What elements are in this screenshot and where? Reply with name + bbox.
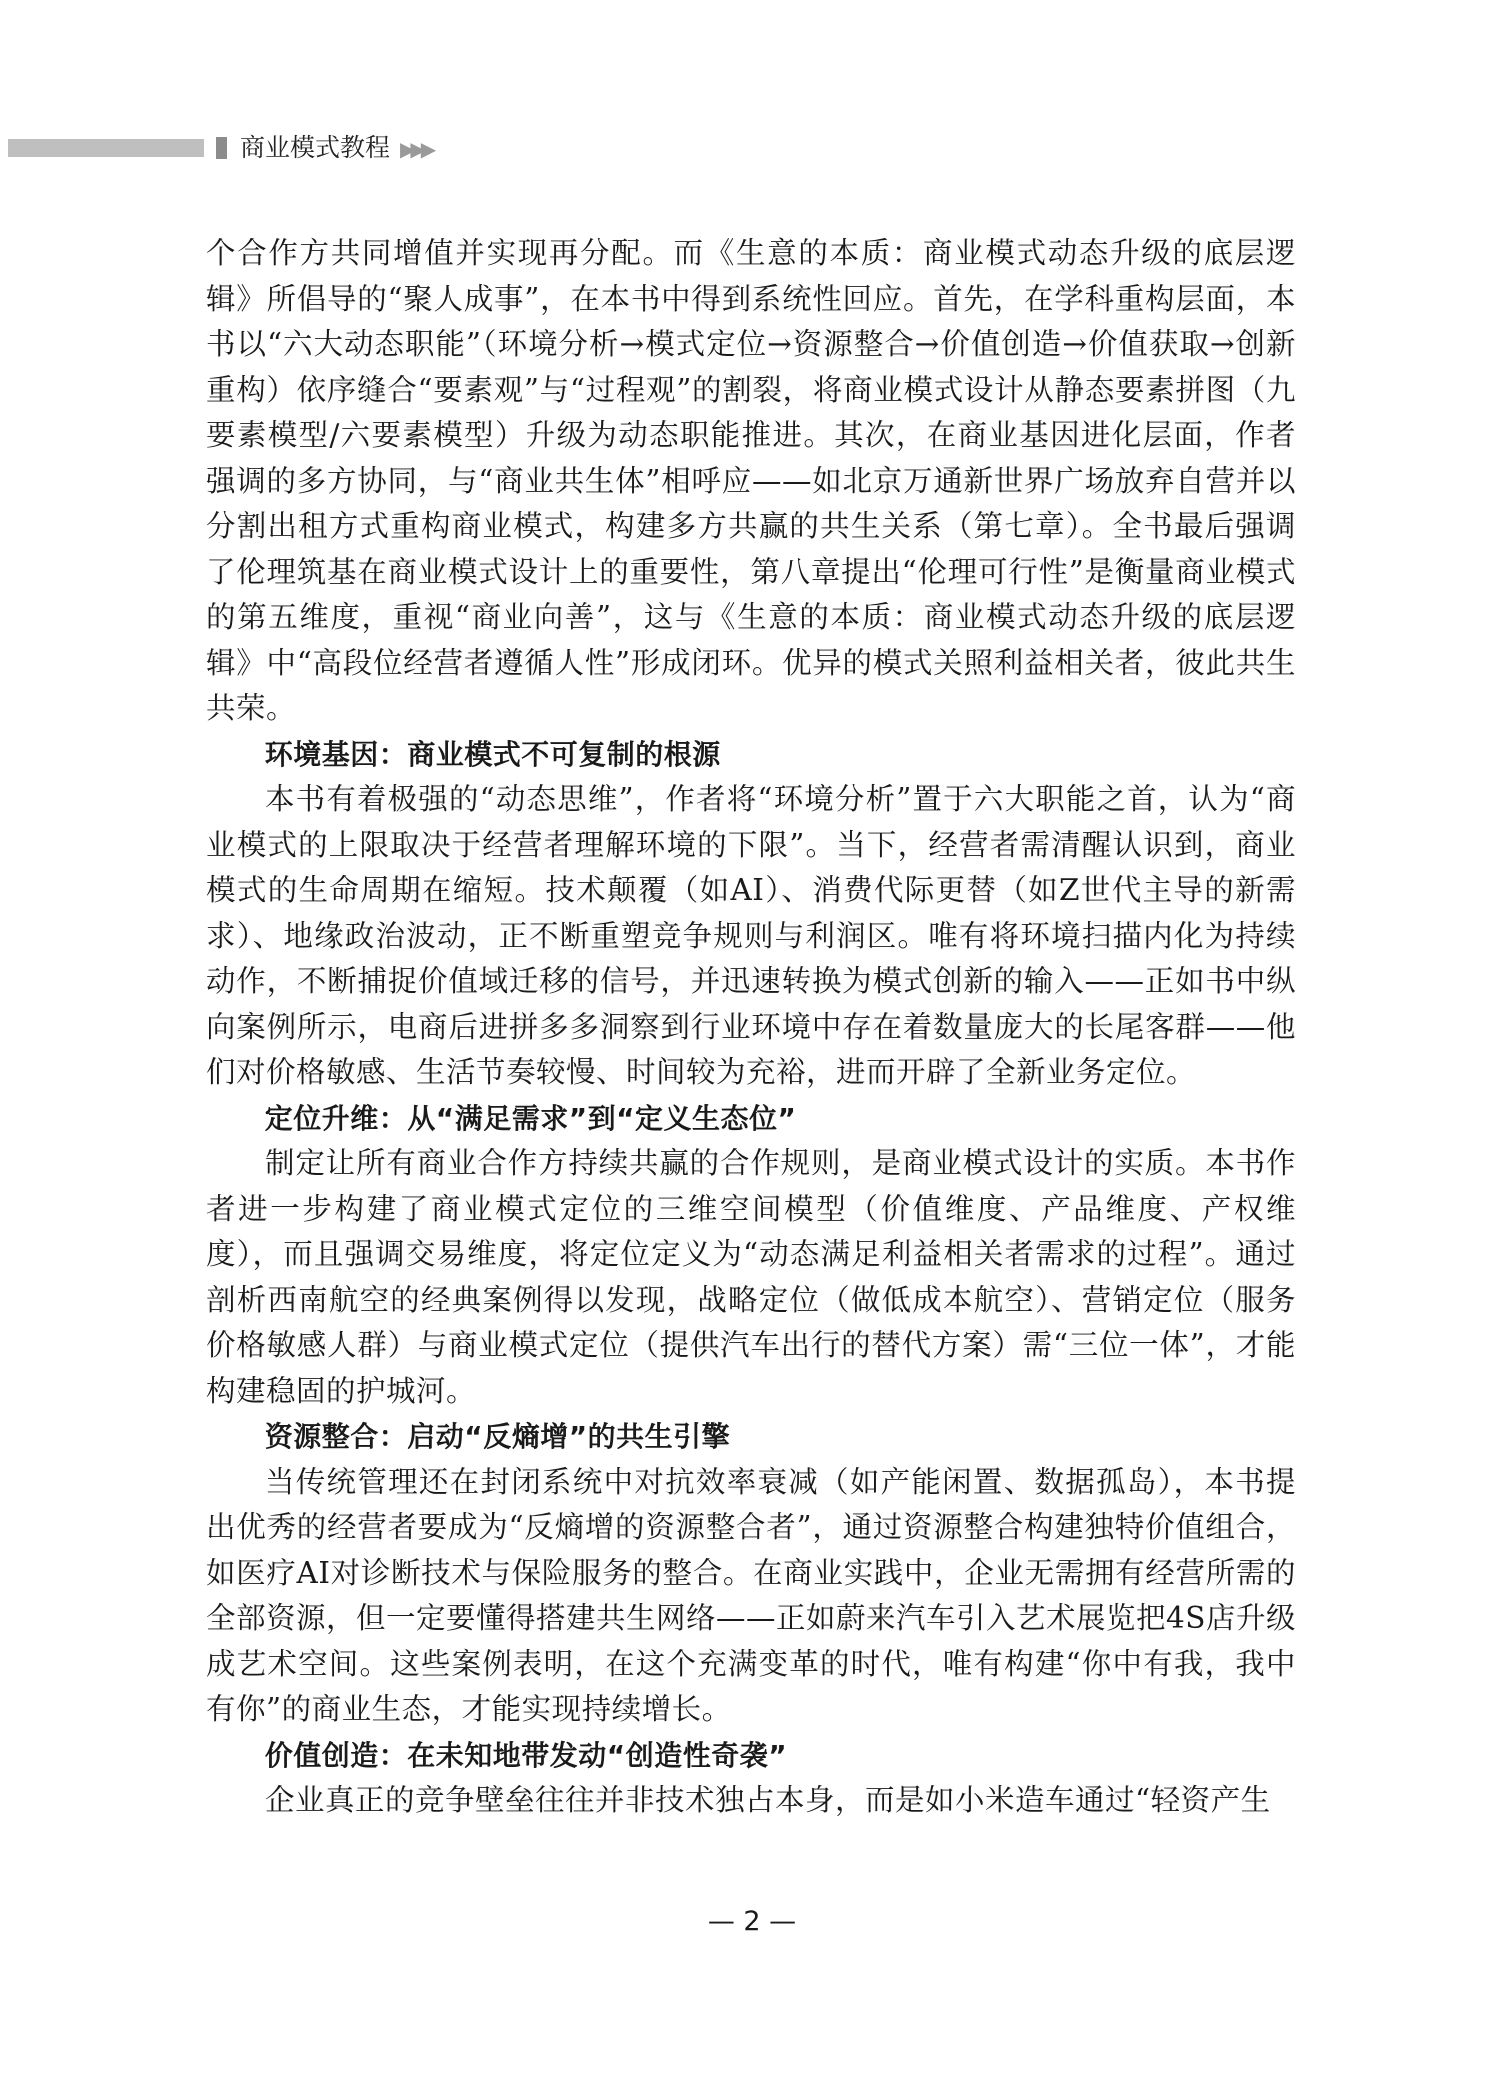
section-heading-environment: 环境基因：商业模式不可复制的根源	[264, 737, 721, 771]
section-heading-value-creation: 价值创造：在未知地带发动“创造性奇袭”	[264, 1738, 788, 1772]
section-heading-resources: 资源整合：启动“反熵增”的共生引擎	[264, 1420, 731, 1453]
header-marker	[216, 137, 227, 159]
paragraph-1: 个合作方共同增值并实现再分配。而《生意的本质：商业模式动态升级的底层逻辑》所倡导的“聚人成事”，在本书中得到系统性回应。首先，在学科重构层面，本书以“六大动态职能”（环境分析→模式定位→资源整合→价值创造→价值获取→创新重构）依序缝合“要素观”与“过程观”的割裂，将商业模式设计从静态要素拼图（九要素模型/六要素模型）升级为动态职能推进。其次，在商业基因进化层面，作者强调的多方协同，与“商业共生体”相呼应——如北京万通新世界广场放弃自营并以分割出租方式重构商业模式，构建多方共赢的共生关系（第七章）。全书最后强调了伦理筑基在商业模式设计上的重要性，第八章提出“伦理可行性”是衡量商业模式的第五维度，重视“商业向善”，这与《生意的本质：商业模式动态升级的底层逻辑》中“高段位经营者遵循人性”形成闭环。优异的模式关照利益相关者，彼此共生共荣。	[206, 236, 1296, 725]
paragraph-4: 当传统管理还在封闭系统中对抗效率衰减（如产能闲置、数据孤岛），本书提出优秀的经营者要成为“反熵增的资源整合者”，通过资源整合构建独特价值组合，如医疗AI对诊断技术与保险服务的整合。在商业实践中，企业无需拥有经营所需的全部资源，但一定要懂得搭建共生网络——正如蔚来汽车引入艺术展览把4S店升级成艺术空间。这些案例表明，在这个充满变革的时代，唯有构建“你中有我，我中有你”的商业生态，才能实现持续增长。	[206, 1464, 1296, 1726]
page-body	[206, 231, 1296, 1824]
paragraph-5: 企业真正的竞争壁垒往往并非技术独占本身，而是如小米造车通过“轻资产生	[265, 1783, 1271, 1817]
book-title: 商业模式教程	[240, 133, 391, 162]
header-gray-bar	[8, 139, 204, 157]
paragraph-3: 制定让所有商业合作方持续共赢的合作规则，是商业模式设计的实质。本书作者进一步构建了商业模式定位的三维空间模型（价值维度、产品维度、产权维度），而且强调交易维度，将定位定义为“动态满足利益相关者需求的过程”。通过剖析西南航空的经典案例得以发现，战略定位（做低成本航空）、营销定位（服务价格敏感人群）与商业模式定位（提供汽车出行的替代方案）需“三位一体”，才能构建稳固的护城河。	[206, 1146, 1296, 1408]
paragraph-2: 本书有着极强的“动态思维”，作者将“环境分析”置于六大职能之首，认为“商业模式的上限取决于经营者理解环境的下限”。当下，经营者需清醒认识到，商业模式的生命周期在缩短。技术颠覆（如AI）、消费代际更替（如Z世代主导的新需求）、地缘政治波动，正不断重塑竞争规则与利润区。唯有将环境扫描内化为持续动作，不断捕捉价值域迁移的信号，并迅速转换为模式创新的输入——正如书中纵向案例所示，电商后进拼多多洞察到行业环境中存在着数量庞大的长尾客群——他们对价格敏感、生活节奏较慢、时间较为充裕，进而开辟了全新业务定位。	[206, 782, 1296, 1089]
page-number: — 2 —	[707, 1906, 797, 1937]
running-header	[0, 132, 560, 164]
section-heading-positioning: 定位升维：从“满足需求”到“定义生态位”	[264, 1101, 797, 1135]
header-arrows-icon: ▶▶▶	[400, 137, 432, 161]
